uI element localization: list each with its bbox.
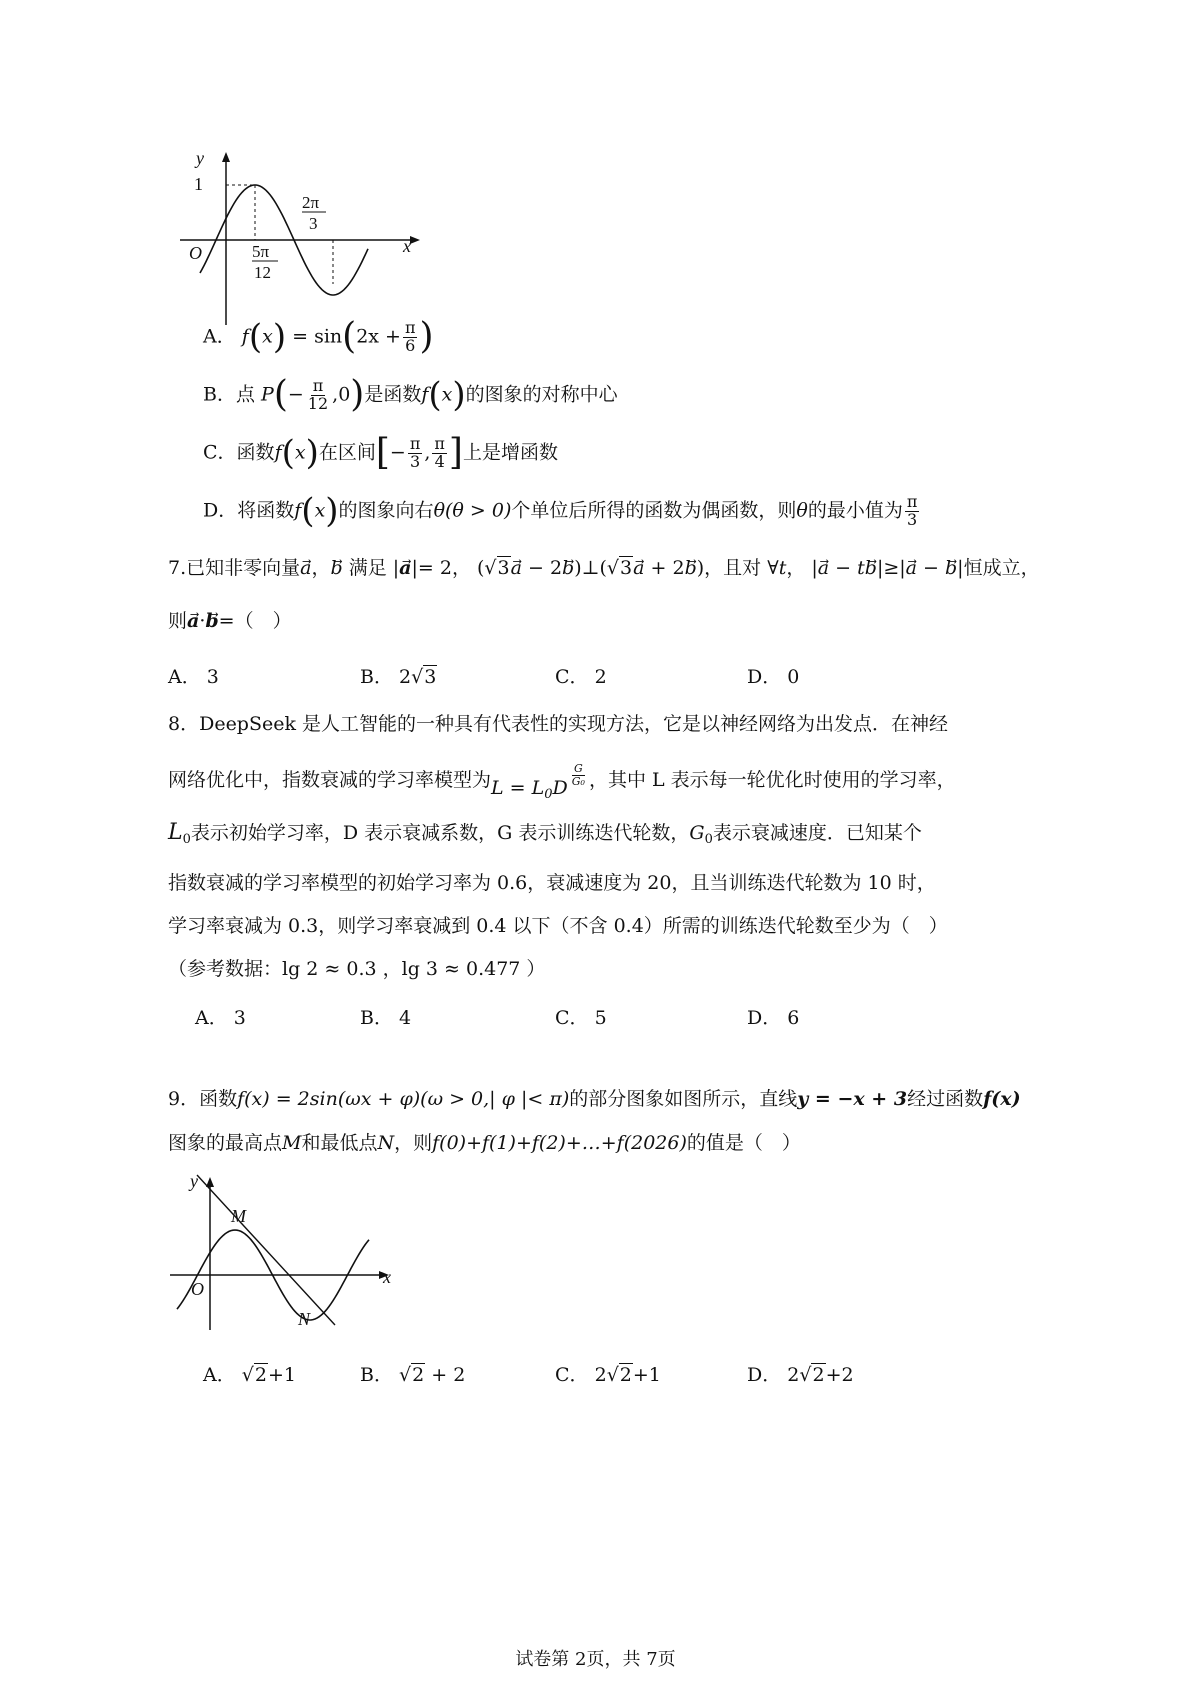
option-letter: A． (203, 325, 236, 348)
fraction: $\frac{\pi}{3}$ (906, 492, 918, 529)
q8-stem-line-2: 网络优化中，指数衰减的学习率模型为$L = L_0D$ $\frac{G}{\text{G₀}}$ ，其中 L 表示每一轮优化时使用的学习率， (168, 762, 956, 802)
q7-option-a[interactable]: A． 3 (168, 666, 219, 688)
q9-option-d[interactable]: D． 2√2+2 (747, 1364, 854, 1386)
q8-stem-line-1: 8．DeepSeek 是人工智能的一种具有代表性的实现方法，它是以神经网络为出发点．在神经 (168, 713, 949, 735)
q8-option-c[interactable]: C． 5 (555, 1007, 607, 1029)
q9-stem-line-2: 图象的最高点M和最低点N，则f(0)+f(1)+f(2)+…+f(2026)的值是（ ） (168, 1132, 801, 1154)
q9-stem-line-1: 9．函数f(x) = 2sin(ωx + φ)(ω > 0,| φ |< π)的部分图象如图所示，直线y = −x + 3经过函数f(x) (168, 1088, 1021, 1110)
q8-stem-line-4: 指数衰减的学习率模型的初始学习率为 0.6，衰减速度为 20，且当训练迭代轮数为 10 时， (168, 872, 936, 894)
q8-stem-line-5: 学习率衰减为 0.3，则学习率衰减到 0.4 以下（不含 0.4）所需的训练迭代轮数至少为（ ） (168, 915, 948, 937)
label-5pi: 5π (252, 242, 270, 261)
q6-option-c: C．函数f(x)在区间[− $\frac{\pi}{3}$ , $\frac{\pi}{4}$ ]上是增函数 (203, 432, 558, 474)
point-m-label: M (231, 1206, 246, 1226)
q7-stem-line-1: 7.已知非零向量a，b⃗ 满足 |a⃗|= 2， (√3a⃗ − 2b⃗)⊥(√3a⃗ + 2b⃗)，且对 ∀t， |a − tb⃗|≥|a − b⃗|恒成立， (168, 557, 1040, 579)
sine-graph-1 (180, 150, 440, 330)
y-label: y (196, 148, 204, 168)
label-12: 12 (254, 263, 271, 282)
q6-option-b: B．点 P(− $\frac{\pi}{12}$ ,0)是函数f(x)的图象的对称中心 (203, 374, 618, 416)
q9-option-b[interactable]: B． √2 + 2 (360, 1364, 466, 1386)
fraction: $\frac{\pi}{6}$ (404, 318, 416, 355)
label-2pi: 2π (302, 193, 320, 212)
line-y-neg-x-plus-3 (197, 1175, 335, 1325)
x-label: x (383, 1267, 391, 1287)
origin-label: O (189, 243, 202, 263)
q6-option-a: A． f(x) = sin(2x + $\frac{\pi}{6}$ ) (203, 316, 434, 358)
sine-graph-2 (165, 1165, 405, 1340)
fraction: $\frac{\pi}{4}$ (434, 434, 445, 471)
y-label: y (190, 1171, 198, 1191)
q8-option-b[interactable]: B． 4 (360, 1007, 412, 1029)
q7-option-d[interactable]: D． 0 (747, 666, 800, 688)
page-footer: 试卷第 2页，共 7页 (515, 1649, 676, 1670)
q8-option-d[interactable]: D． 6 (747, 1007, 800, 1029)
q7-option-c[interactable]: C． 2 (555, 666, 607, 688)
origin-label: O (191, 1279, 204, 1299)
q8-option-a[interactable]: A． 3 (195, 1007, 246, 1029)
q9-option-a[interactable]: A． √2+1 (203, 1364, 296, 1386)
q8-stem-line-3: $L_0$表示初始学习率，D 表示衰减系数，G 表示训练迭代轮数，$G_0$表示衰减速度．已知某个 (168, 820, 922, 847)
q6-option-d: D．将函数f(x)的图象向右θ(θ > 0)个单位后所得的函数为偶函数，则θ的最小值为 $\frac{\pi}{3}$ (203, 491, 918, 531)
q7-stem-line-2: 则a·b=（ ） (168, 610, 292, 632)
q8-reference-data: （参考数据：lg 2 ≈ 0.3 ，lg 3 ≈ 0.477 ） (168, 958, 546, 980)
label-3: 3 (309, 214, 318, 233)
q9-option-c[interactable]: C． 2√2+1 (555, 1364, 661, 1386)
fraction: $\frac{\pi}{3}$ (409, 434, 421, 471)
x-label: x (403, 236, 411, 256)
tick-1: 1 (194, 174, 203, 194)
point-n-label: N (298, 1309, 311, 1329)
q7-option-b[interactable]: B． 2√3 (360, 666, 437, 688)
fraction: $\frac{\pi}{12}$ (307, 376, 329, 413)
